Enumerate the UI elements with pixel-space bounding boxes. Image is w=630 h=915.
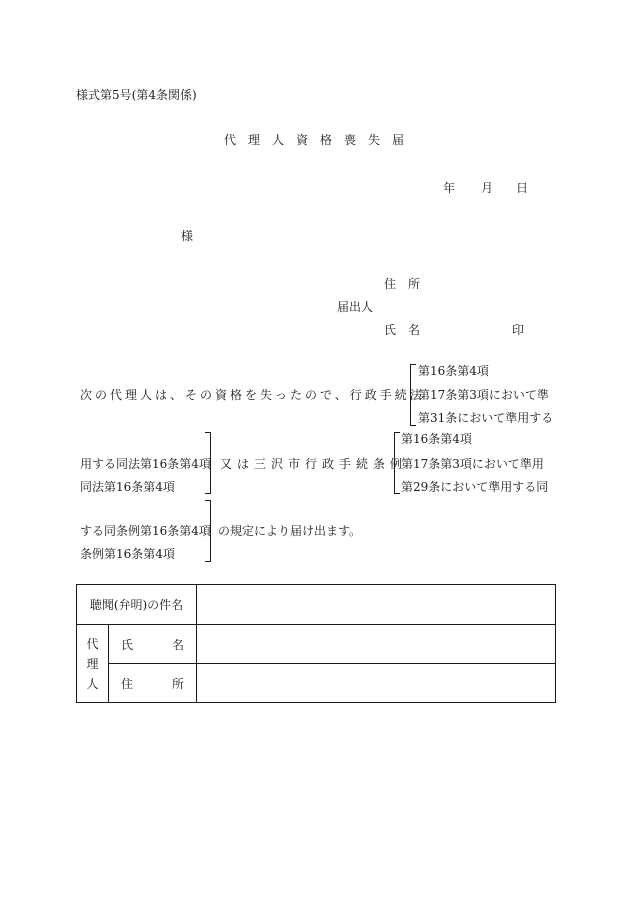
addressee-suffix: 様 [181,229,194,243]
agent-name-char-1: 氏 [121,637,134,652]
agent-name-char-2: 名 [171,637,184,652]
agent-char-1: 代 [86,636,99,651]
name-label: 氏 名 [384,323,421,337]
date-year: 年 [443,181,456,195]
agent-char-3: 人 [86,676,99,691]
bracket-close-2 [205,500,211,562]
page-title: 代理人資格喪失届 [224,133,417,147]
body-left2-line-1: 用する同法第16条第4項 [80,457,211,471]
body-line-1: 次の代理人は、その資格を失ったので、行政手続法 [80,388,425,402]
agent-name-label [109,625,197,664]
agent-label-cell [77,625,109,703]
agent-address-char-2: 所 [171,676,184,691]
body-middle-2: 又は三沢市行政手続条例 [220,457,408,471]
bracket2-option-3: 第29条において準用する同 [401,480,549,494]
hearing-subject-label: 聴聞(弁明)の件名 [77,585,197,625]
body-left3-line-1: する同条例第16条第4項 [80,524,211,538]
agent-address-char-1: 住 [121,676,134,691]
bracket1-option-2: 第17条第3項において準 [418,388,549,402]
date-day: 日 [516,181,529,195]
agent-info-table [76,584,556,703]
date-month: 月 [481,181,494,195]
notifier-label: 届出人 [337,300,374,314]
body-ending: の規定により届け出ます。 [218,524,362,538]
agent-address-label [109,664,197,703]
address-label: 住 所 [384,277,421,291]
bracket-close-1 [205,432,211,494]
bracket2-option-2: 第17条第3項において準用 [401,457,544,471]
bracket1-option-3: 第31条において準用する [418,411,554,425]
agent-address-field[interactable] [197,664,556,703]
form-number: 様式第5号(第4条関係) [76,88,197,102]
bracket2-option-1: 第16条第4項 [401,432,472,446]
agent-char-2: 理 [86,656,99,671]
hearing-subject-field[interactable] [197,585,556,625]
body-left2-line-2: 同法第16条第4項 [80,480,175,494]
bracket-open-1 [410,364,416,426]
bracket1-option-1: 第16条第4項 [418,364,489,378]
bracket-open-2 [394,432,400,494]
body-left3-line-2: 条例第16条第4項 [80,547,175,561]
agent-name-field[interactable] [197,625,556,664]
seal-mark: 印 [512,323,525,337]
